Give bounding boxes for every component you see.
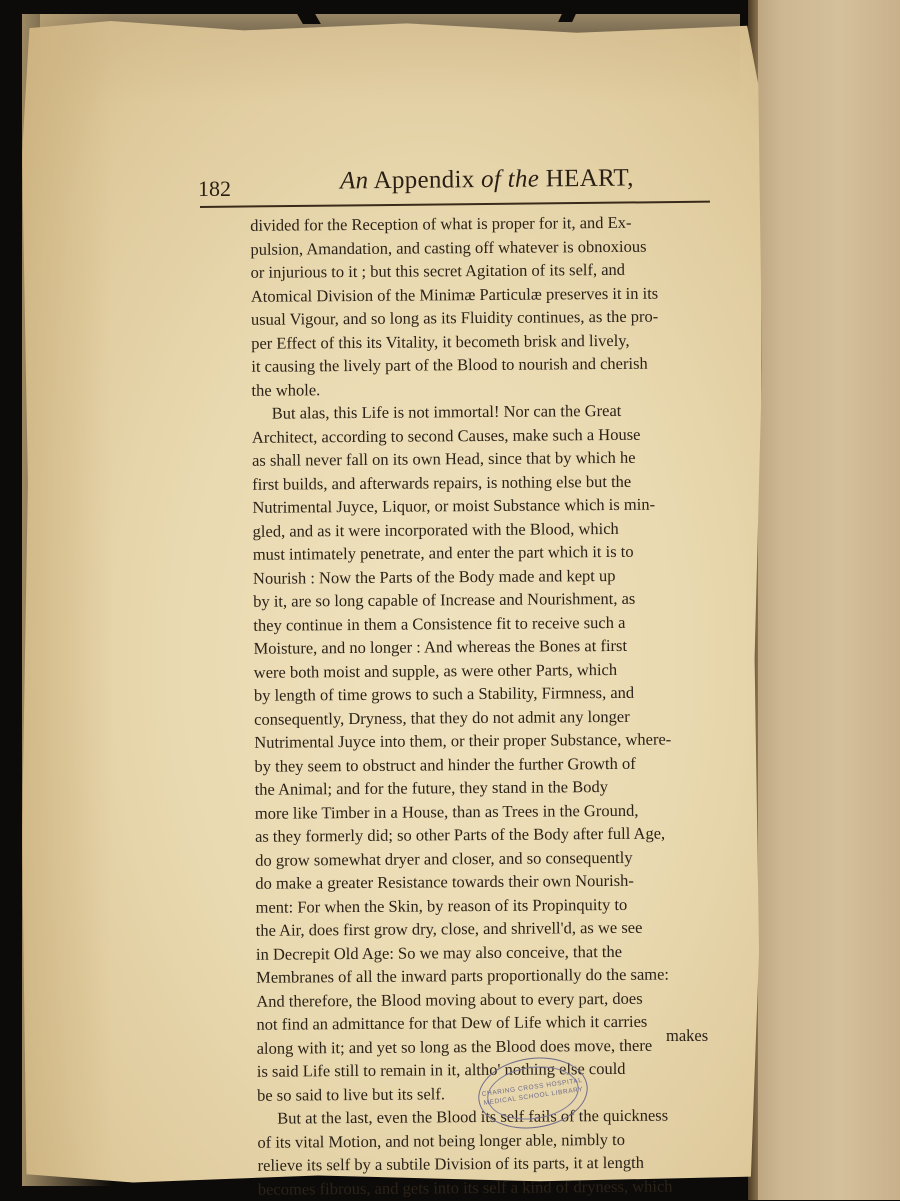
text-line: the whole. xyxy=(251,379,321,400)
left-stain xyxy=(22,14,112,1186)
running-head-of-the: of the xyxy=(480,165,540,194)
text-line: by length of time grows to such a Stability, Firmness, and xyxy=(253,682,635,705)
text-line: do grow somewhat dryer and closer, and so consequently xyxy=(255,847,633,870)
text-line: Moisture, and no longer : And whereas the Bones at first xyxy=(253,635,628,658)
text-line: divided for the Reception of what is proper for it, and Ex- xyxy=(250,212,632,235)
running-head-main: Appendix xyxy=(373,166,475,195)
text-line: consequently, Dryness, that they do not admit any longer xyxy=(254,706,630,729)
text-line: Nutrimental Juyce, Liquor, or moist Substance which is min- xyxy=(252,494,656,517)
text-line: must intimately penetrate, and enter the part which it is to xyxy=(252,541,634,564)
page-number: 182 xyxy=(198,176,231,201)
text-line: But alas, this Life is not immortal! Nor can the Great xyxy=(271,400,622,423)
text-line: Nutrimental Juyce into them, or their proper Substance, where- xyxy=(254,729,672,752)
text-line: And therefore, the Blood moving about to every part, does xyxy=(256,988,643,1011)
text-line: ment: For when the Skin, by reason of its Propinquity to xyxy=(255,894,628,917)
text-line: more like Timber in a House, than as Trees in the Ground, xyxy=(254,800,639,823)
text-line: But at the last, even the Blood its self fails of the quickness xyxy=(277,1105,669,1128)
top-stain xyxy=(40,14,740,104)
text-line: do make a greater Resistance towards their own Nourish- xyxy=(255,870,634,893)
underlying-pages xyxy=(752,0,900,1200)
text-line: it causing the lively part of the Blood to nourish and cherish xyxy=(251,353,648,376)
text-line: or injurious to it ; but this secret Agitation of its self, and xyxy=(250,259,626,282)
text-line: usual Vigour, and so long as its Fluidity continues, as the pro- xyxy=(250,306,659,329)
text-line: pulsion, Amandation, and casting off whatever is obnoxious xyxy=(250,236,647,259)
text-line: Architect, according to second Causes, make such a House xyxy=(251,424,641,447)
text-line: Membranes of all the inward parts proportionally do the same: xyxy=(256,964,670,987)
text-line: in Decrepit Old Age: So we may also conceive, that the xyxy=(255,941,623,964)
text-line: be so said to live but its self. xyxy=(256,1083,446,1105)
stamp-text: CHARING CROSS HOSPITAL MEDICAL SCHOOL LIBRARY xyxy=(481,1077,584,1107)
text-line: the Animal; and for the future, they stand in the Body xyxy=(254,777,609,799)
text-line: as they formerly did; so other Parts of the Body after full Age, xyxy=(254,823,666,846)
text-line: not find an admittance for that Dew of Life which it carries xyxy=(256,1011,648,1034)
catchword: makes xyxy=(666,1026,709,1045)
text-line: by they seem to obstruct and hinder the further Growth of xyxy=(254,753,636,776)
text-line: by it, are so long capable of Increase and Nourishment, as xyxy=(253,588,636,611)
text-line: first builds, and afterwards repairs, is nothing else but the xyxy=(252,471,632,494)
text-line: becomes fibrous, and gets into its self a kind of dryness, which xyxy=(257,1176,673,1199)
running-head-prefix: An xyxy=(339,167,369,195)
text-line: Nourish : Now the Parts of the Body made and kept up xyxy=(252,565,616,588)
text-line: relieve its self by a subtile Division of its parts, it at length xyxy=(257,1152,644,1175)
text-line: per Effect of this its Vitality, it becometh brisk and lively, xyxy=(251,330,630,353)
text-line: along with it; and yet so long as the Blood does move, there xyxy=(256,1035,653,1058)
text-line: gled, and as it were incorporated with the Blood, which xyxy=(252,518,619,541)
text-line: is said Life still to remain in it, altho' nothing else could xyxy=(256,1058,626,1081)
text-line: as shall never fall on its own Head, since that by which he xyxy=(251,447,636,470)
text-line: the Air, does first grow dry, close, and shrivell'd, as we see xyxy=(255,917,643,940)
running-head xyxy=(340,164,634,195)
text-line: were both moist and supple, as were other Parts, which xyxy=(253,659,618,682)
text-line: of its vital Motion, and not being longer able, nimbly to xyxy=(257,1129,626,1152)
text-line: they continue in them a Consistence fit to receive such a xyxy=(253,612,626,635)
body-text xyxy=(250,210,716,1201)
text-line: Atomical Division of the Minimæ Particulæ preserves it in its xyxy=(250,283,659,306)
running-head-title: HEART, xyxy=(545,164,634,193)
